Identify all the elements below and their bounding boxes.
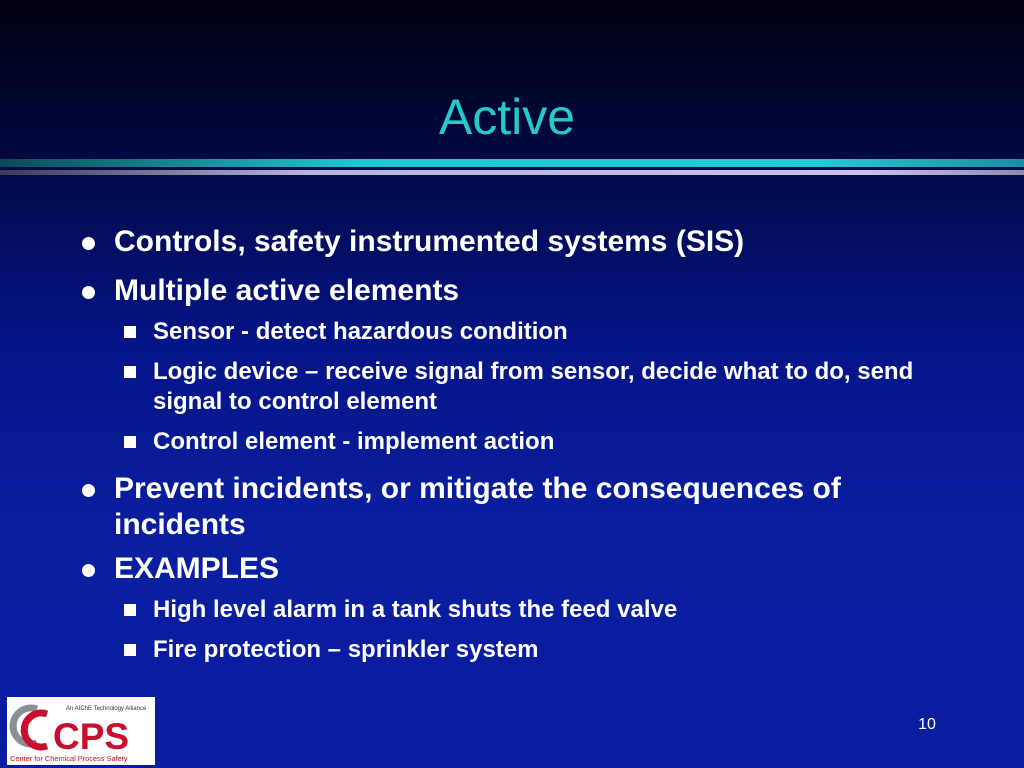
sub-bullet-text: Sensor - detect hazardous condition — [153, 318, 568, 345]
sub-bullet-item — [80, 635, 960, 665]
title-divider — [0, 156, 1024, 180]
page-number: 10 — [918, 716, 936, 733]
bullet-list — [80, 224, 960, 675]
bullet-item — [80, 471, 960, 543]
sub-bullet-item — [80, 595, 960, 625]
sub-bullet-text: Control element - implement action — [153, 428, 555, 455]
square-bullet-icon — [124, 326, 136, 338]
logo-letters: CPS — [53, 716, 130, 757]
divider-cyan-rule — [0, 159, 1024, 167]
sub-bullet-item — [80, 357, 960, 417]
bullet-item — [80, 273, 960, 309]
round-bullet-icon — [82, 237, 95, 250]
divider-lilac-rule — [0, 170, 1024, 175]
bullet-item — [80, 551, 960, 587]
sub-bullet-text: High level alarm in a tank shuts the feed valve — [153, 596, 678, 623]
square-bullet-icon — [124, 644, 136, 656]
round-bullet-icon — [82, 286, 95, 299]
round-bullet-icon — [82, 564, 95, 577]
logo-caption: Center for Chemical Process Safety — [10, 754, 128, 763]
sub-bullet-item — [80, 427, 960, 457]
bullet-text: Prevent incidents, or mitigate the consequences of incidents — [114, 472, 841, 541]
square-bullet-icon — [124, 604, 136, 616]
sub-bullet-text: Logic device – receive signal from sensor, decide what to do, send signal to control element — [153, 358, 914, 415]
round-bullet-icon — [82, 484, 95, 497]
bullet-text: Controls, safety instrumented systems (SIS) — [114, 225, 745, 258]
logo-tagline: An AIChE Technology Alliance — [66, 706, 147, 712]
sub-bullet-text: Fire protection – sprinkler system — [153, 636, 539, 663]
ccps-logo — [7, 697, 155, 765]
square-bullet-icon — [124, 436, 136, 448]
sub-bullet-item — [80, 317, 960, 347]
square-bullet-icon — [124, 366, 136, 378]
bullet-text: EXAMPLES — [114, 552, 280, 585]
slide-title: Active — [438, 89, 576, 145]
bullet-text: Multiple active elements — [114, 274, 460, 307]
bullet-item — [80, 224, 960, 260]
ccps-logo-mark — [7, 697, 155, 765]
